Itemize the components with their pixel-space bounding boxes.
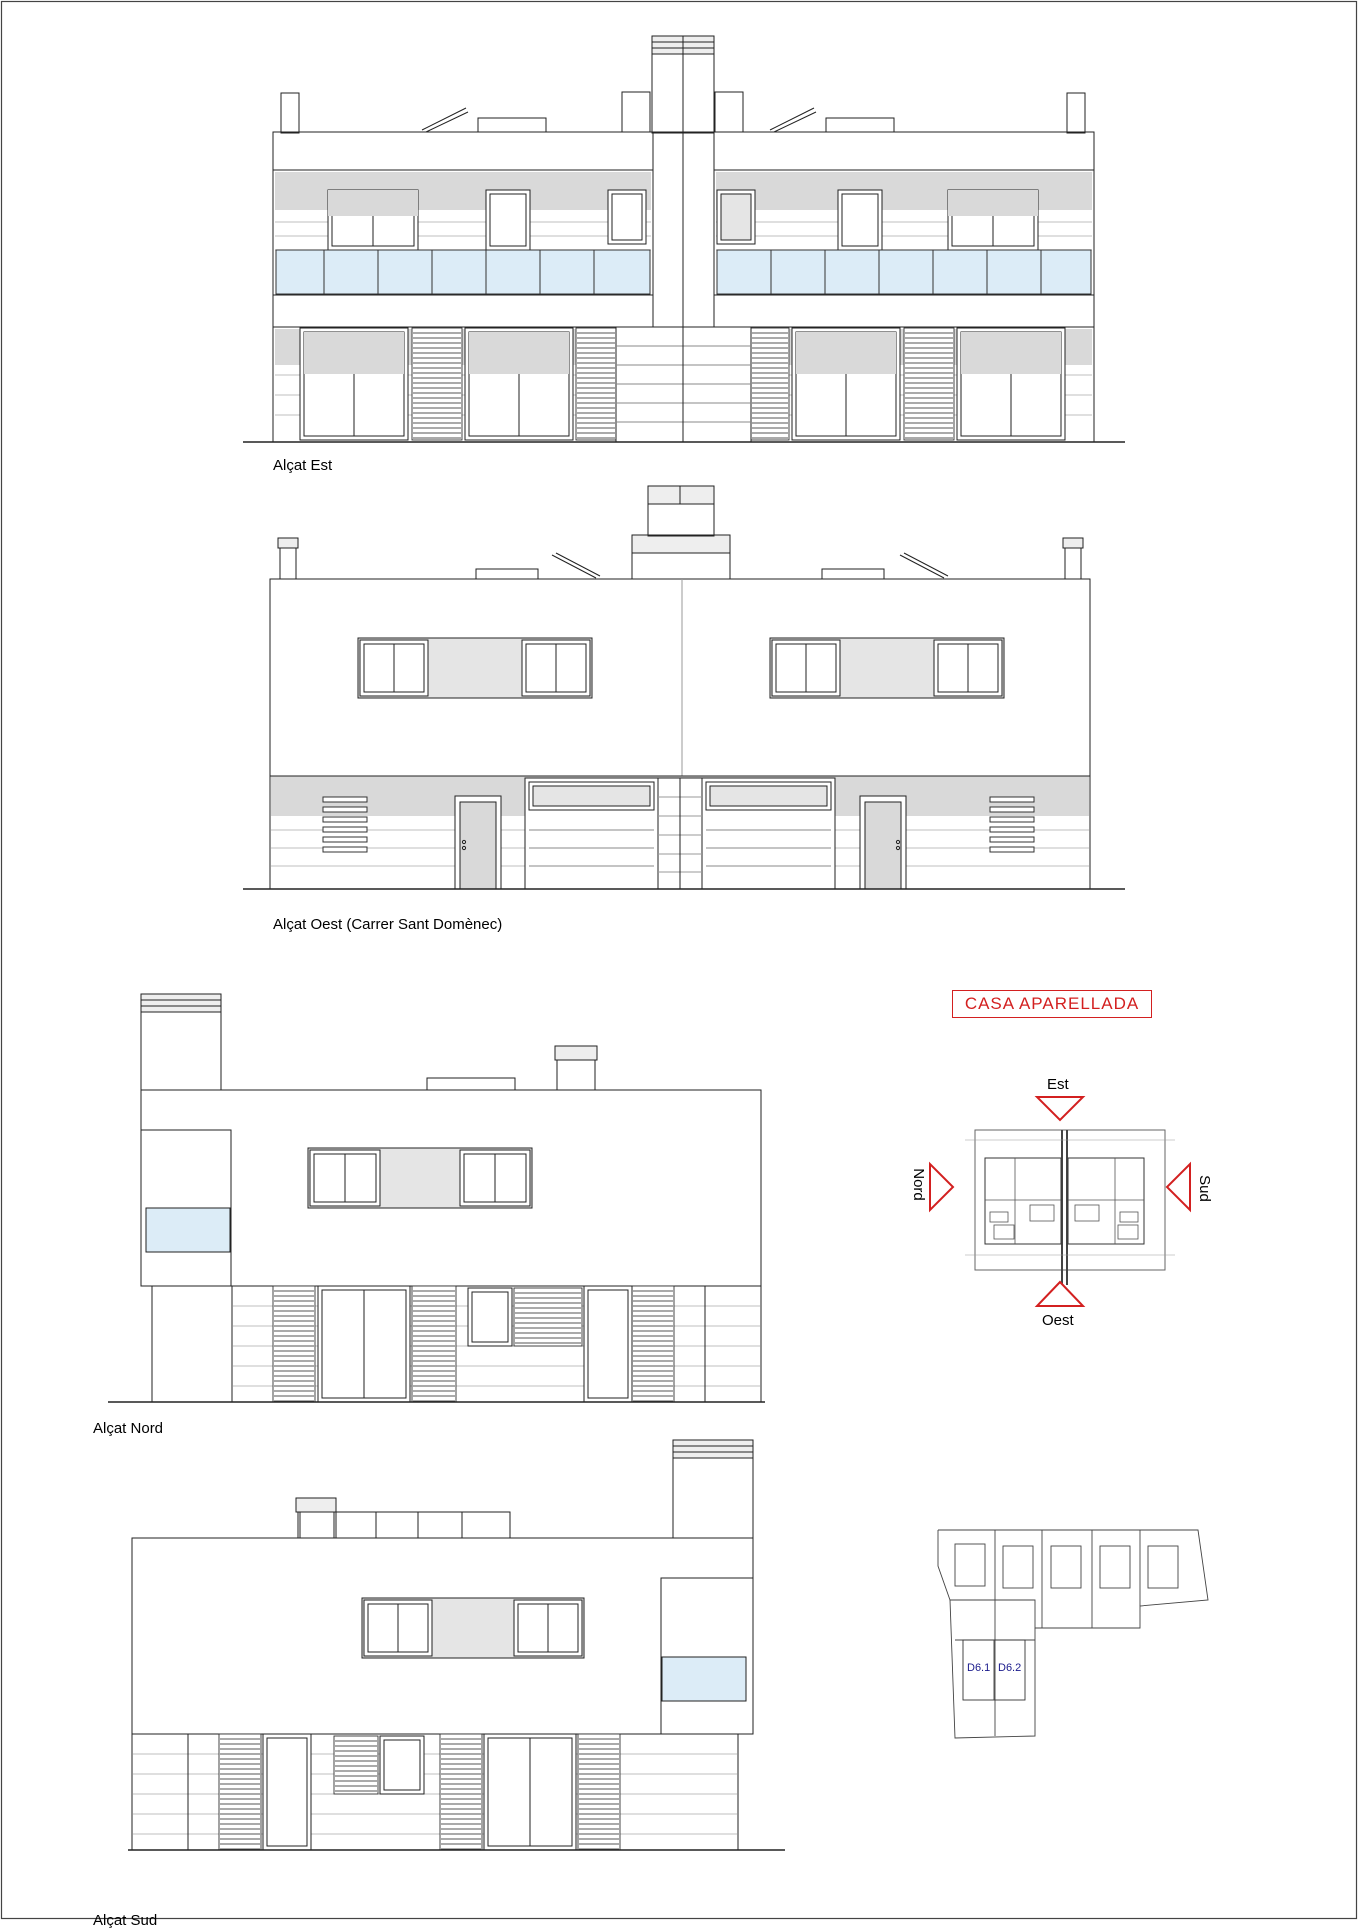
plot-label-d62: D6.2 [998,1662,1022,1674]
site-plan [938,1530,1208,1738]
plot-label-d61: D6.1 [967,1662,991,1674]
west-elevation-title: Alçat Oest (Carrer Sant Domènec) [273,916,503,933]
east-elevation-title: Alçat Est [273,457,333,474]
north-elevation [108,994,765,1402]
east-elevation [243,36,1125,442]
compass-south-label: Sud [1195,1175,1213,1202]
compass-east-label: Est [1047,1076,1069,1093]
compass-north-label: Nord [909,1168,927,1201]
compass-west-label: Oest [1042,1312,1074,1329]
north-elevation-title: Alçat Nord [93,1420,164,1437]
key-plan [930,1097,1190,1306]
west-elevation [243,486,1125,889]
casa-aparellada-badge: CASA APARELLADA [952,990,1152,1018]
south-elevation-title: Alçat Sud [93,1912,158,1929]
south-elevation [128,1440,785,1850]
